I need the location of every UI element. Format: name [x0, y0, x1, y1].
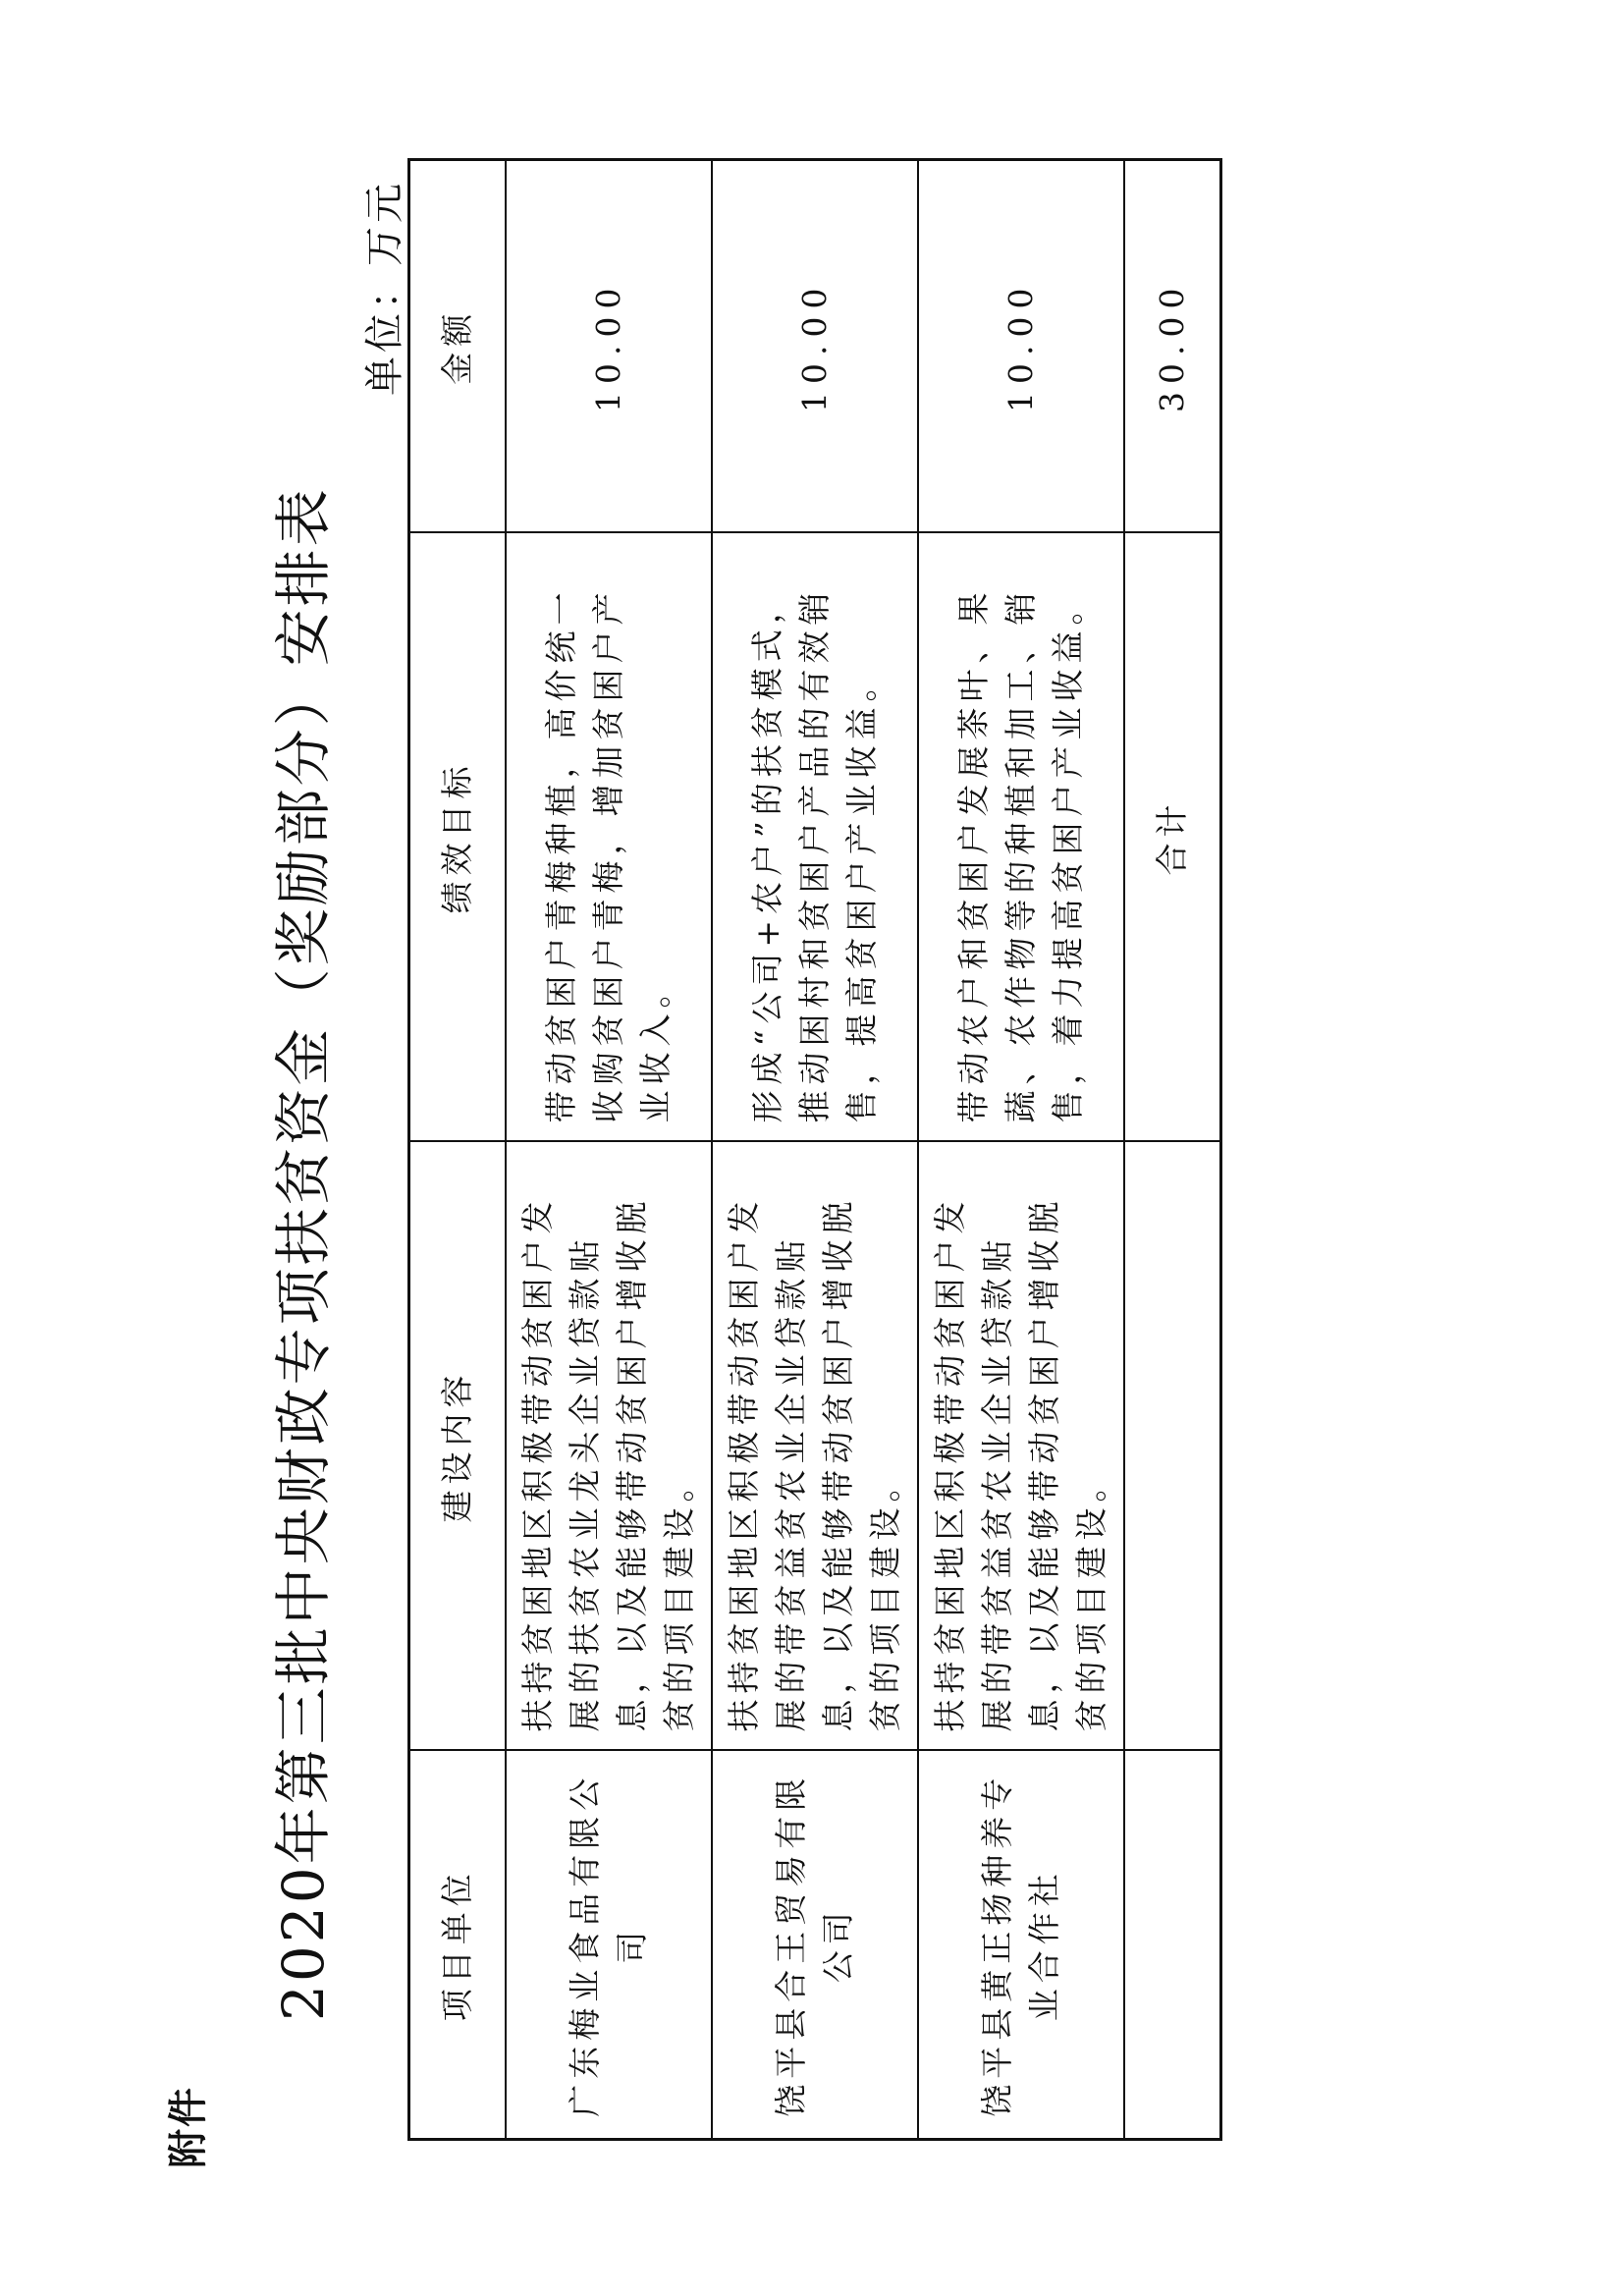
page-title: 2020年第三批中央财政专项扶贫资金（奖励部分）安排表	[270, 486, 337, 2021]
row-target: 带动贫困户青梅种植，高价统一收购贫困户青梅，增加贫困户产业收入。	[506, 533, 712, 1142]
total-amount: 30.00	[1124, 160, 1221, 533]
row-unit: 广东梅业食品有限公司	[506, 1751, 712, 2140]
unit-note: 单位：万元	[362, 180, 407, 396]
table-row	[506, 160, 712, 2140]
row-amount: 10.00	[712, 160, 918, 533]
header-amount: 金额	[409, 160, 507, 533]
header-target: 绩效目标	[409, 533, 507, 1142]
total-empty-cell	[1124, 1751, 1221, 2140]
table-header-row	[409, 160, 507, 2140]
row-unit: 饶平县合王贸易有限公司	[712, 1751, 918, 2140]
table-row	[712, 160, 918, 2140]
row-amount: 10.00	[918, 160, 1124, 533]
total-label: 合计	[1124, 533, 1221, 1142]
attachment-label: 附件	[166, 2086, 211, 2168]
allocation-table	[407, 158, 1222, 2141]
row-content: 扶持贫困地区积极带动贫困户发展的带贫益贫农业企业贷款贴息，以及能够带动贫困户增收脱贫的项目建设。	[918, 1142, 1124, 1751]
row-target: 带动农户和贫困户发展茶叶、果蔬、农作物等的种植和加工、销售，着力提高贫困户产业收益。	[918, 533, 1124, 1142]
row-content: 扶持贫困地区积极带动贫困户发展的扶贫农业龙头企业贷款贴息，以及能够带动贫困户增收脱贫的项目建设。	[506, 1142, 712, 1751]
row-target: 形成“公司+农户”的扶贫模式，推动困村和贫困户产品的有效销售，提高贫困户产业收益。	[712, 533, 918, 1142]
header-content: 建设内容	[409, 1142, 507, 1751]
table-row	[918, 160, 1124, 2140]
header-unit: 项目单位	[409, 1751, 507, 2140]
table-total-row	[1124, 160, 1221, 2140]
total-empty-cell	[1124, 1142, 1221, 1751]
row-unit: 饶平县黄正扬种养专业合作社	[918, 1751, 1124, 2140]
row-amount: 10.00	[506, 160, 712, 533]
row-content: 扶持贫困地区积极带动贫困户发展的带贫益贫农业企业贷款贴息，以及能够带动贫困户增收脱贫的项目建设。	[712, 1142, 918, 1751]
